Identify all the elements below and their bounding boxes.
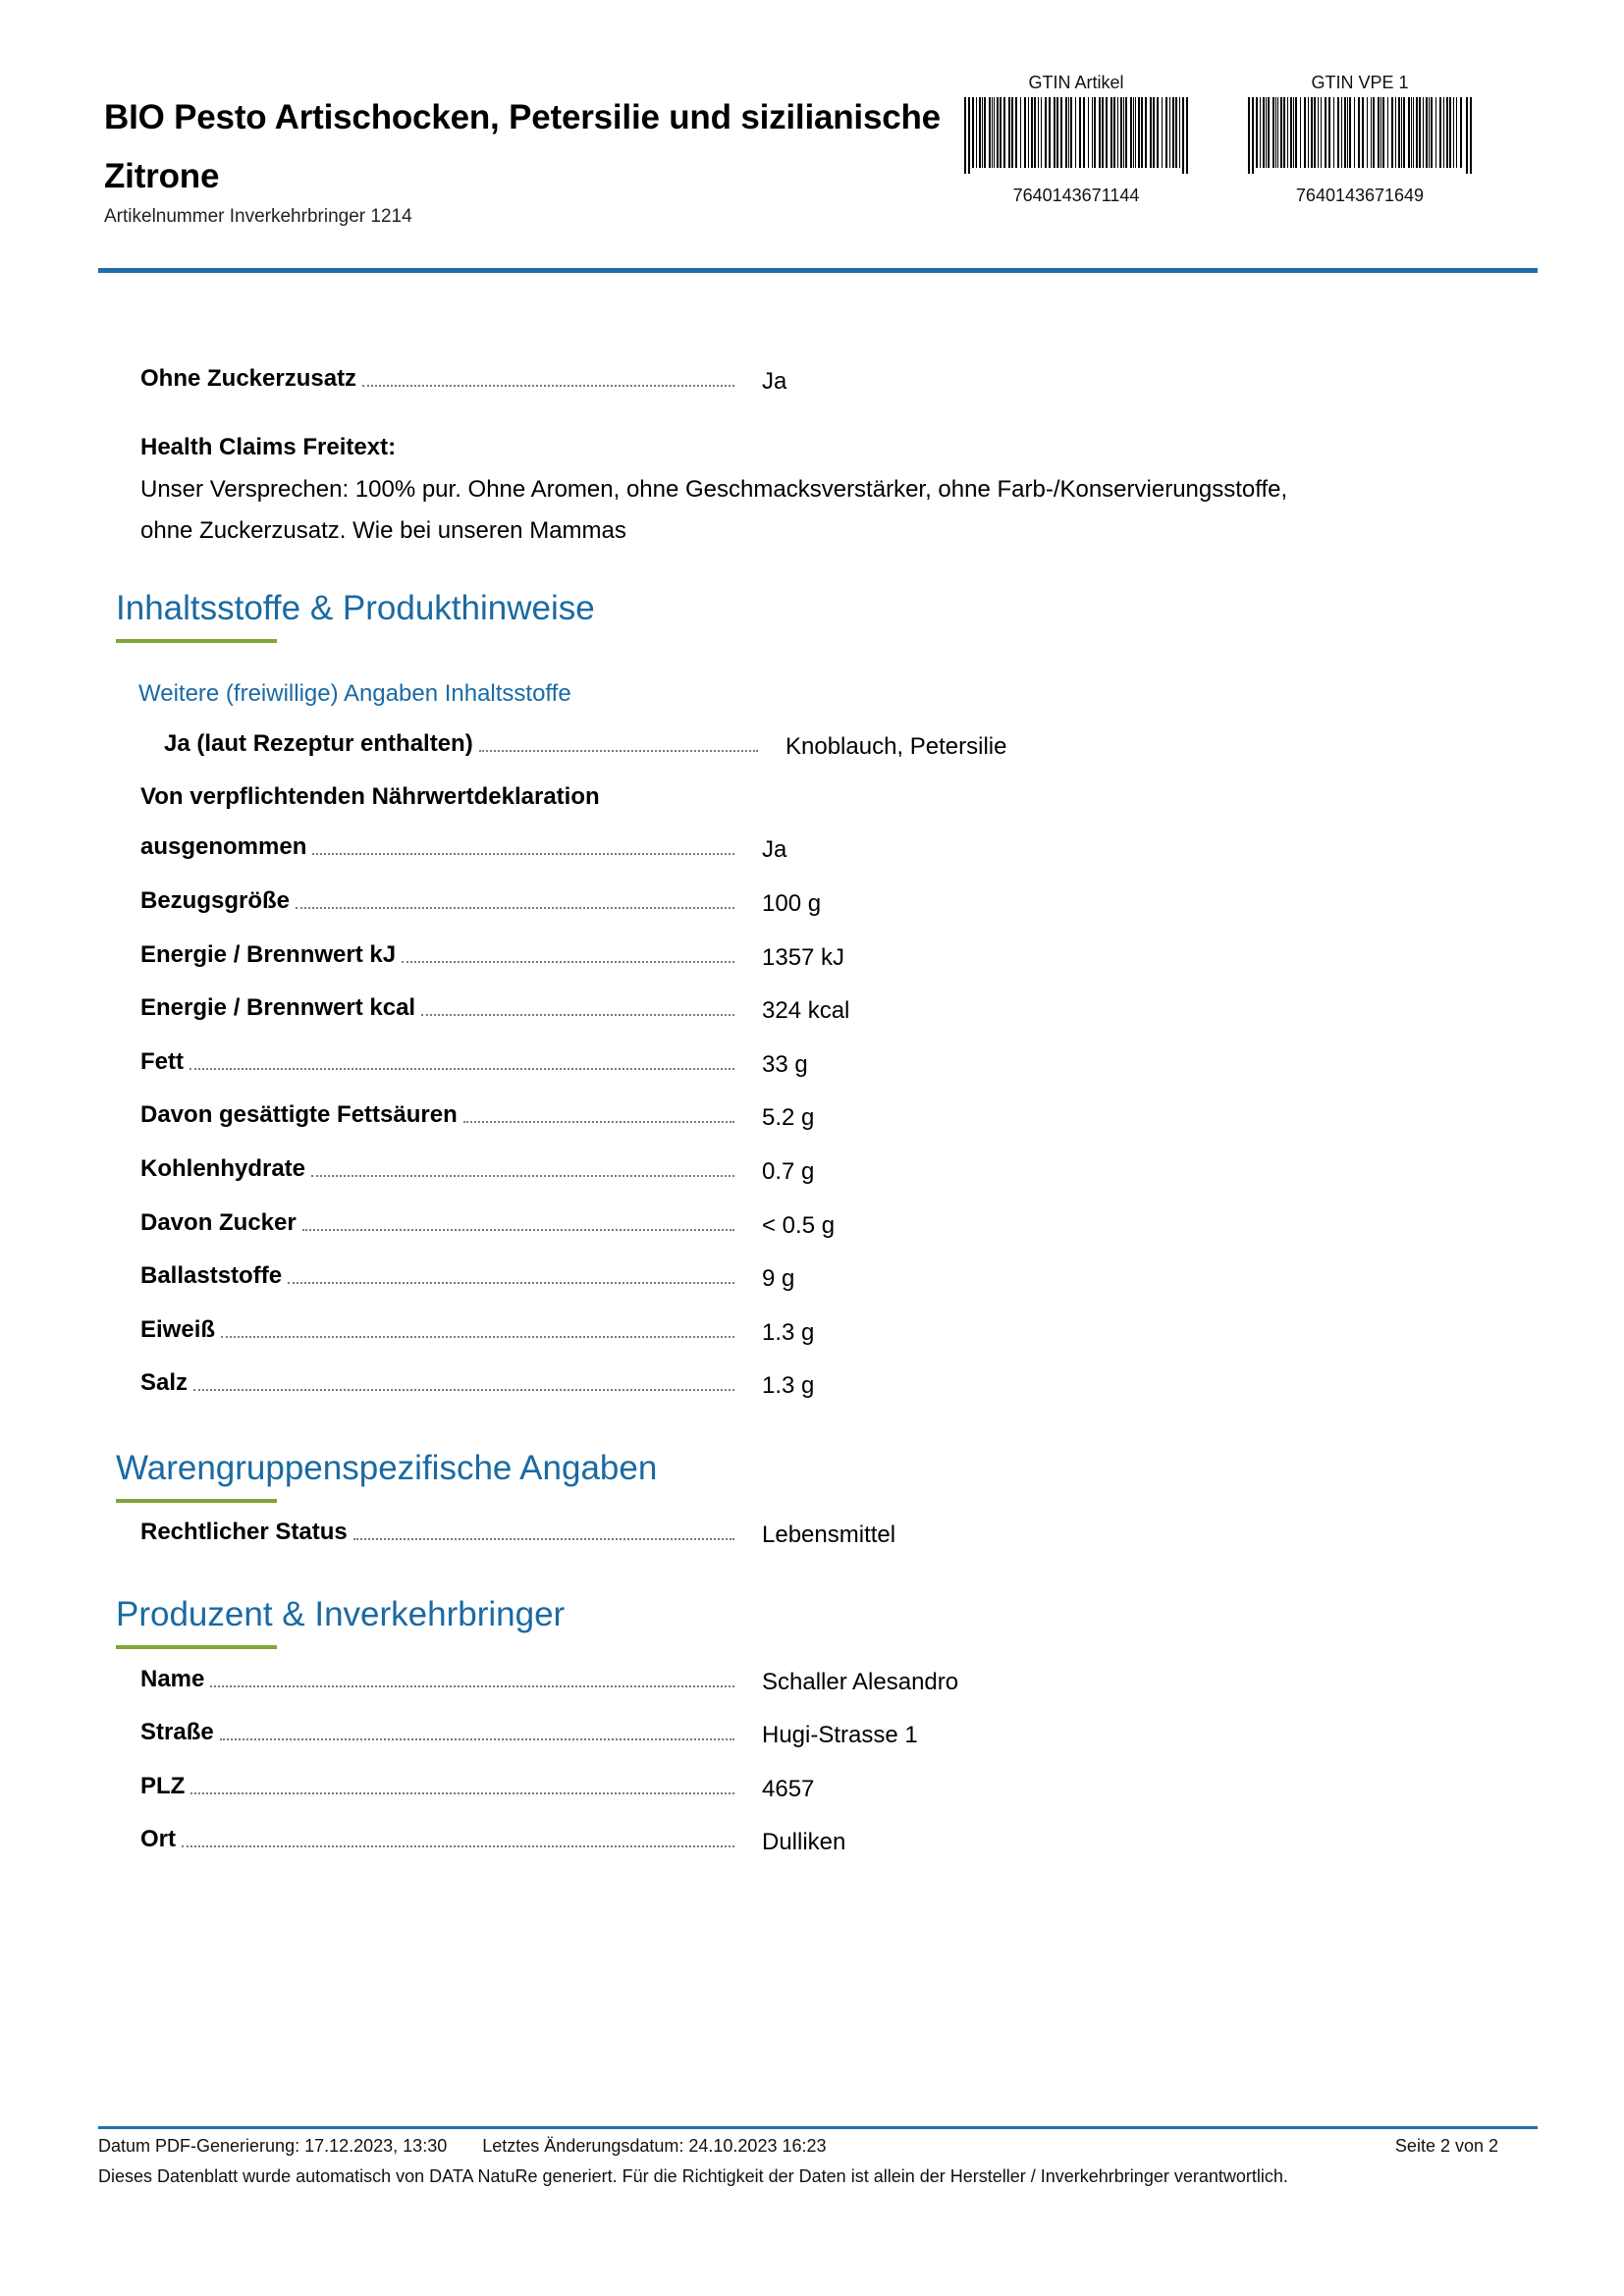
document-header — [104, 73, 1538, 275]
dot-leader — [302, 1229, 734, 1231]
field-label: Ohne Zuckerzusatz — [140, 365, 357, 392]
dot-leader — [402, 961, 734, 963]
field-value: Ja — [762, 368, 787, 395]
footer-changed-date: Letztes Änderungsdatum: 24.10.2023 16:23 — [482, 2136, 827, 2156]
footer-generated-date: Datum PDF-Generierung: 17.12.2023, 13:30 — [98, 2136, 448, 2156]
dot-leader — [182, 1845, 734, 1847]
field-value: Schaller Alesandro — [762, 1669, 959, 1695]
footer-page-number: Seite 2 von 2 — [1394, 2136, 1498, 2156]
barcode-gtin-artikel — [958, 72, 1194, 206]
dot-leader — [421, 1014, 734, 1016]
section-producer — [116, 1593, 565, 1649]
field-value: 4657 — [762, 1776, 815, 1802]
section-title: Warengruppenspezifische Angaben — [116, 1449, 658, 1487]
section-product-group — [116, 1447, 657, 1503]
header-divider — [98, 268, 1538, 273]
dot-leader — [311, 1175, 734, 1177]
health-claims-text-line: ohne Zuckerzusatz. Wie bei unseren Mammas — [140, 517, 626, 544]
field-value: 5.2 g — [762, 1104, 815, 1131]
field-value: 1357 kJ — [762, 944, 845, 971]
field-label: PLZ — [140, 1773, 186, 1799]
field-label: Ja (laut Rezeptur enthalten) — [164, 730, 473, 757]
article-number: Artikelnummer Inverkehrbringer 1214 — [104, 206, 412, 227]
section-title: Inhaltsstoffe & Produkthinweise — [116, 589, 595, 627]
barcode-label: GTIN VPE 1 — [1311, 73, 1409, 92]
dot-leader — [190, 1792, 734, 1794]
barcode-number: 7640143671649 — [1295, 186, 1425, 205]
section-underline — [116, 1645, 277, 1649]
health-claims-text-line: Unser Versprechen: 100% pur. Ohne Aromen, ohne Geschmacksverstärker, ohne Farb-/Konservierungsstoffe, — [140, 476, 1288, 503]
product-title: BIO Pesto Artischocken, Petersilie und sizilianische Zitrone — [104, 98, 941, 195]
dot-leader — [362, 385, 734, 387]
health-claims-heading: Health Claims Freitext: — [140, 434, 397, 460]
field-value: 100 g — [762, 890, 822, 917]
section-underline — [116, 1499, 277, 1503]
section-underline — [116, 639, 277, 643]
field-label: Davon gesättigte Fettsäuren — [140, 1101, 458, 1128]
field-label: ausgenommen — [140, 833, 307, 860]
field-label: Fett — [140, 1048, 184, 1075]
field-label: Bezugsgröße — [140, 887, 291, 914]
field-label: Kohlenhydrate — [140, 1155, 306, 1182]
footer-disclaimer: Dieses Datenblatt wurde automatisch von DATA NatuRe generiert. Für die Richtigkeit der Daten ist allein der Hersteller / Inverkehrbringer verantwortlich. — [98, 2166, 1288, 2186]
field-value: 9 g — [762, 1265, 795, 1292]
field-label: Eiweiß — [140, 1316, 216, 1343]
field-label: Energie / Brennwert kJ — [140, 941, 397, 968]
barcode-gtin-vpe — [1242, 72, 1478, 206]
field-label: Salz — [140, 1369, 189, 1396]
dot-leader — [479, 750, 758, 752]
barcode-label: GTIN Artikel — [1028, 73, 1124, 92]
barcode-icon — [1246, 97, 1474, 174]
exempt-label-line: Von verpflichtenden Nährwertdeklaration — [140, 783, 600, 810]
barcode-number: 7640143671144 — [1012, 186, 1140, 205]
section-title: Produzent & Inverkehrbringer — [116, 1595, 566, 1633]
dot-leader — [296, 907, 734, 909]
field-value: Dulliken — [762, 1829, 846, 1855]
section-ingredients — [116, 587, 595, 643]
field-value: Hugi-Strasse 1 — [762, 1722, 918, 1748]
field-value: Knoblauch, Petersilie — [785, 733, 1007, 760]
dot-leader — [312, 853, 734, 855]
field-value: Lebensmittel — [762, 1522, 896, 1548]
subsection-title: Weitere (freiwillige) Angaben Inhaltsstoffe — [138, 680, 571, 707]
field-label: Ort — [140, 1826, 176, 1852]
dot-leader — [288, 1282, 734, 1284]
field-value: 33 g — [762, 1051, 808, 1078]
field-label: Straße — [140, 1719, 214, 1745]
field-value: 324 kcal — [762, 997, 850, 1024]
dot-leader — [463, 1121, 734, 1123]
field-value: 0.7 g — [762, 1158, 815, 1185]
footer-meta — [98, 2136, 1498, 2157]
field-label: Ballaststoffe — [140, 1262, 283, 1289]
field-value: < 0.5 g — [762, 1212, 836, 1239]
field-value: Ja — [762, 836, 787, 863]
dot-leader — [353, 1538, 734, 1540]
field-label: Davon Zucker — [140, 1209, 297, 1236]
dot-leader — [193, 1389, 734, 1391]
dot-leader — [221, 1336, 734, 1338]
field-label: Energie / Brennwert kcal — [140, 994, 416, 1021]
barcode-icon — [962, 97, 1190, 174]
field-label: Rechtlicher Status — [140, 1519, 348, 1545]
dot-leader — [210, 1685, 734, 1687]
field-label: Name — [140, 1666, 205, 1692]
dot-leader — [220, 1738, 734, 1740]
field-value: 1.3 g — [762, 1372, 815, 1399]
dot-leader — [189, 1068, 734, 1070]
field-value: 1.3 g — [762, 1319, 815, 1346]
footer-divider — [98, 2126, 1538, 2129]
